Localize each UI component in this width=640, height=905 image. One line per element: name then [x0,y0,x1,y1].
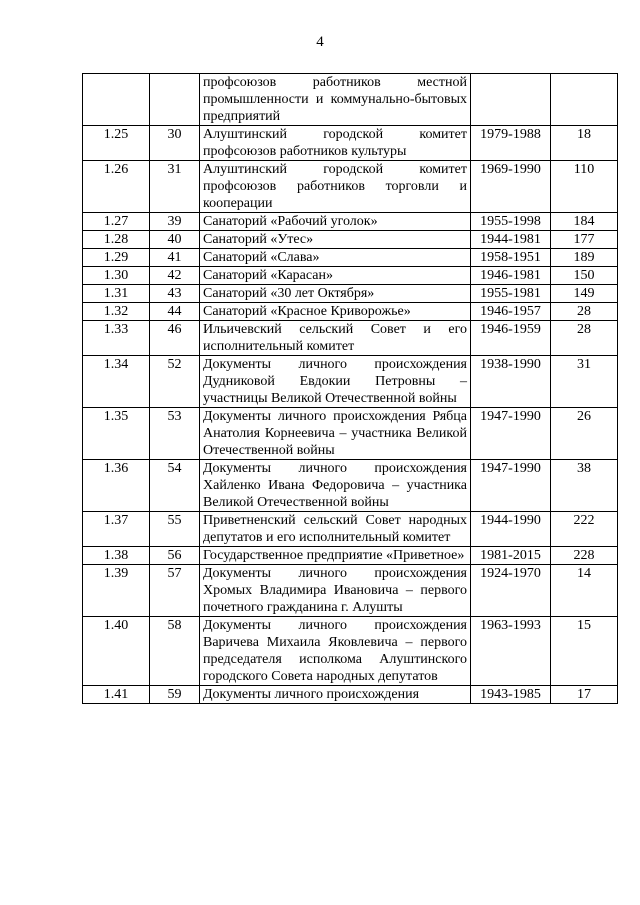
page-number: 4 [316,34,324,50]
fund-number-cell: 55 [150,512,200,547]
fund-number-cell: 52 [150,356,200,408]
years-cell: 1979-1988 [471,126,551,161]
fund-title-cell: Документы личного происхождения Рябца Анатолия Корнеевича – участника Великой Отечественной войны [200,408,471,460]
row-index-cell: 1.39 [83,565,150,617]
table-row [83,231,618,249]
fund-title-cell: Документы личного происхождения Дудниковой Евдокии Петровны – участницы Великой Отечественной войны [200,356,471,408]
table-body [83,74,618,704]
fund-number-cell: 57 [150,565,200,617]
fund-number-cell: 42 [150,267,200,285]
fund-number-cell: 30 [150,126,200,161]
row-index-cell: 1.32 [83,303,150,321]
table-row [83,213,618,231]
fund-number-cell: 54 [150,460,200,512]
years-cell: 1946-1957 [471,303,551,321]
fund-number-cell: 31 [150,161,200,213]
years-cell: 1924-1970 [471,565,551,617]
table-row [83,74,618,126]
file-count-cell: 18 [551,126,618,161]
table-row [83,126,618,161]
table-row [83,161,618,213]
table-row [83,460,618,512]
file-count-cell [551,74,618,126]
row-index-cell [83,74,150,126]
file-count-cell: 14 [551,565,618,617]
table-row [83,408,618,460]
row-index-cell: 1.27 [83,213,150,231]
fund-title-cell: Алуштинский городской комитет профсоюзов работников торговли и кооперации [200,161,471,213]
fund-title-cell: Алуштинский городской комитет профсоюзов работников культуры [200,126,471,161]
table-row [83,512,618,547]
file-count-cell: 184 [551,213,618,231]
years-cell: 1947-1990 [471,408,551,460]
file-count-cell: 110 [551,161,618,213]
fund-title-cell: Документы личного происхождения Варичева Михаила Яковлевича – первого председателя исполкома Алуштинского городского Совета народных депутатов [200,617,471,686]
fund-title-cell: Документы личного происхождения Хромых Владимира Ивановича – первого почетного гражданина г. Алушты [200,565,471,617]
fund-title-cell: Санаторий «Карасан» [200,267,471,285]
table-row [83,285,618,303]
file-count-cell: 228 [551,547,618,565]
years-cell: 1946-1981 [471,267,551,285]
table-row [83,321,618,356]
years-cell: 1963-1993 [471,617,551,686]
fund-title-cell: Документы личного происхождения Хайленко Ивана Федоровича – участника Великой Отечественной войны [200,460,471,512]
fund-number-cell: 40 [150,231,200,249]
years-cell: 1943-1985 [471,686,551,704]
file-count-cell: 28 [551,303,618,321]
table-row [83,547,618,565]
fund-title-cell: Государственное предприятие «Приветное» [200,547,471,565]
fund-title-cell: профсоюзов работников местной промышленности и коммунально-бытовых предприятий [200,74,471,126]
file-count-cell: 189 [551,249,618,267]
years-cell: 1946-1959 [471,321,551,356]
fund-number-cell: 43 [150,285,200,303]
file-count-cell: 15 [551,617,618,686]
years-cell: 1938-1990 [471,356,551,408]
years-cell: 1969-1990 [471,161,551,213]
table-row [83,617,618,686]
file-count-cell: 17 [551,686,618,704]
years-cell: 1947-1990 [471,460,551,512]
table-row [83,686,618,704]
fund-number-cell: 46 [150,321,200,356]
row-index-cell: 1.33 [83,321,150,356]
fund-number-cell [150,74,200,126]
fund-number-cell: 44 [150,303,200,321]
fund-title-cell: Приветненский сельский Совет народных депутатов и его исполнительный комитет [200,512,471,547]
fund-title-cell: Санаторий «Рабочий уголок» [200,213,471,231]
table-row [83,356,618,408]
fund-number-cell: 39 [150,213,200,231]
fund-title-cell: Санаторий «Красное Криворожье» [200,303,471,321]
file-count-cell: 150 [551,267,618,285]
table-row [83,267,618,285]
years-cell: 1944-1990 [471,512,551,547]
row-index-cell: 1.40 [83,617,150,686]
years-cell: 1958-1951 [471,249,551,267]
archive-funds-table [82,73,618,704]
row-index-cell: 1.30 [83,267,150,285]
table-row [83,249,618,267]
table-row [83,565,618,617]
fund-number-cell: 41 [150,249,200,267]
row-index-cell: 1.29 [83,249,150,267]
row-index-cell: 1.34 [83,356,150,408]
row-index-cell: 1.26 [83,161,150,213]
fund-number-cell: 53 [150,408,200,460]
fund-number-cell: 59 [150,686,200,704]
fund-title-cell: Санаторий «Слава» [200,249,471,267]
fund-number-cell: 56 [150,547,200,565]
years-cell: 1944-1981 [471,231,551,249]
fund-title-cell: Ильичевский сельский Совет и его исполнительный комитет [200,321,471,356]
file-count-cell: 26 [551,408,618,460]
row-index-cell: 1.37 [83,512,150,547]
fund-title-cell: Документы личного происхождения [200,686,471,704]
row-index-cell: 1.41 [83,686,150,704]
fund-title-cell: Санаторий «Утес» [200,231,471,249]
row-index-cell: 1.36 [83,460,150,512]
file-count-cell: 222 [551,512,618,547]
file-count-cell: 28 [551,321,618,356]
file-count-cell: 177 [551,231,618,249]
row-index-cell: 1.35 [83,408,150,460]
years-cell: 1955-1998 [471,213,551,231]
file-count-cell: 149 [551,285,618,303]
row-index-cell: 1.25 [83,126,150,161]
fund-title-cell: Санаторий «30 лет Октября» [200,285,471,303]
years-cell: 1955-1981 [471,285,551,303]
years-cell: 1981-2015 [471,547,551,565]
years-cell [471,74,551,126]
row-index-cell: 1.31 [83,285,150,303]
row-index-cell: 1.38 [83,547,150,565]
table-row [83,303,618,321]
fund-number-cell: 58 [150,617,200,686]
file-count-cell: 38 [551,460,618,512]
file-count-cell: 31 [551,356,618,408]
row-index-cell: 1.28 [83,231,150,249]
